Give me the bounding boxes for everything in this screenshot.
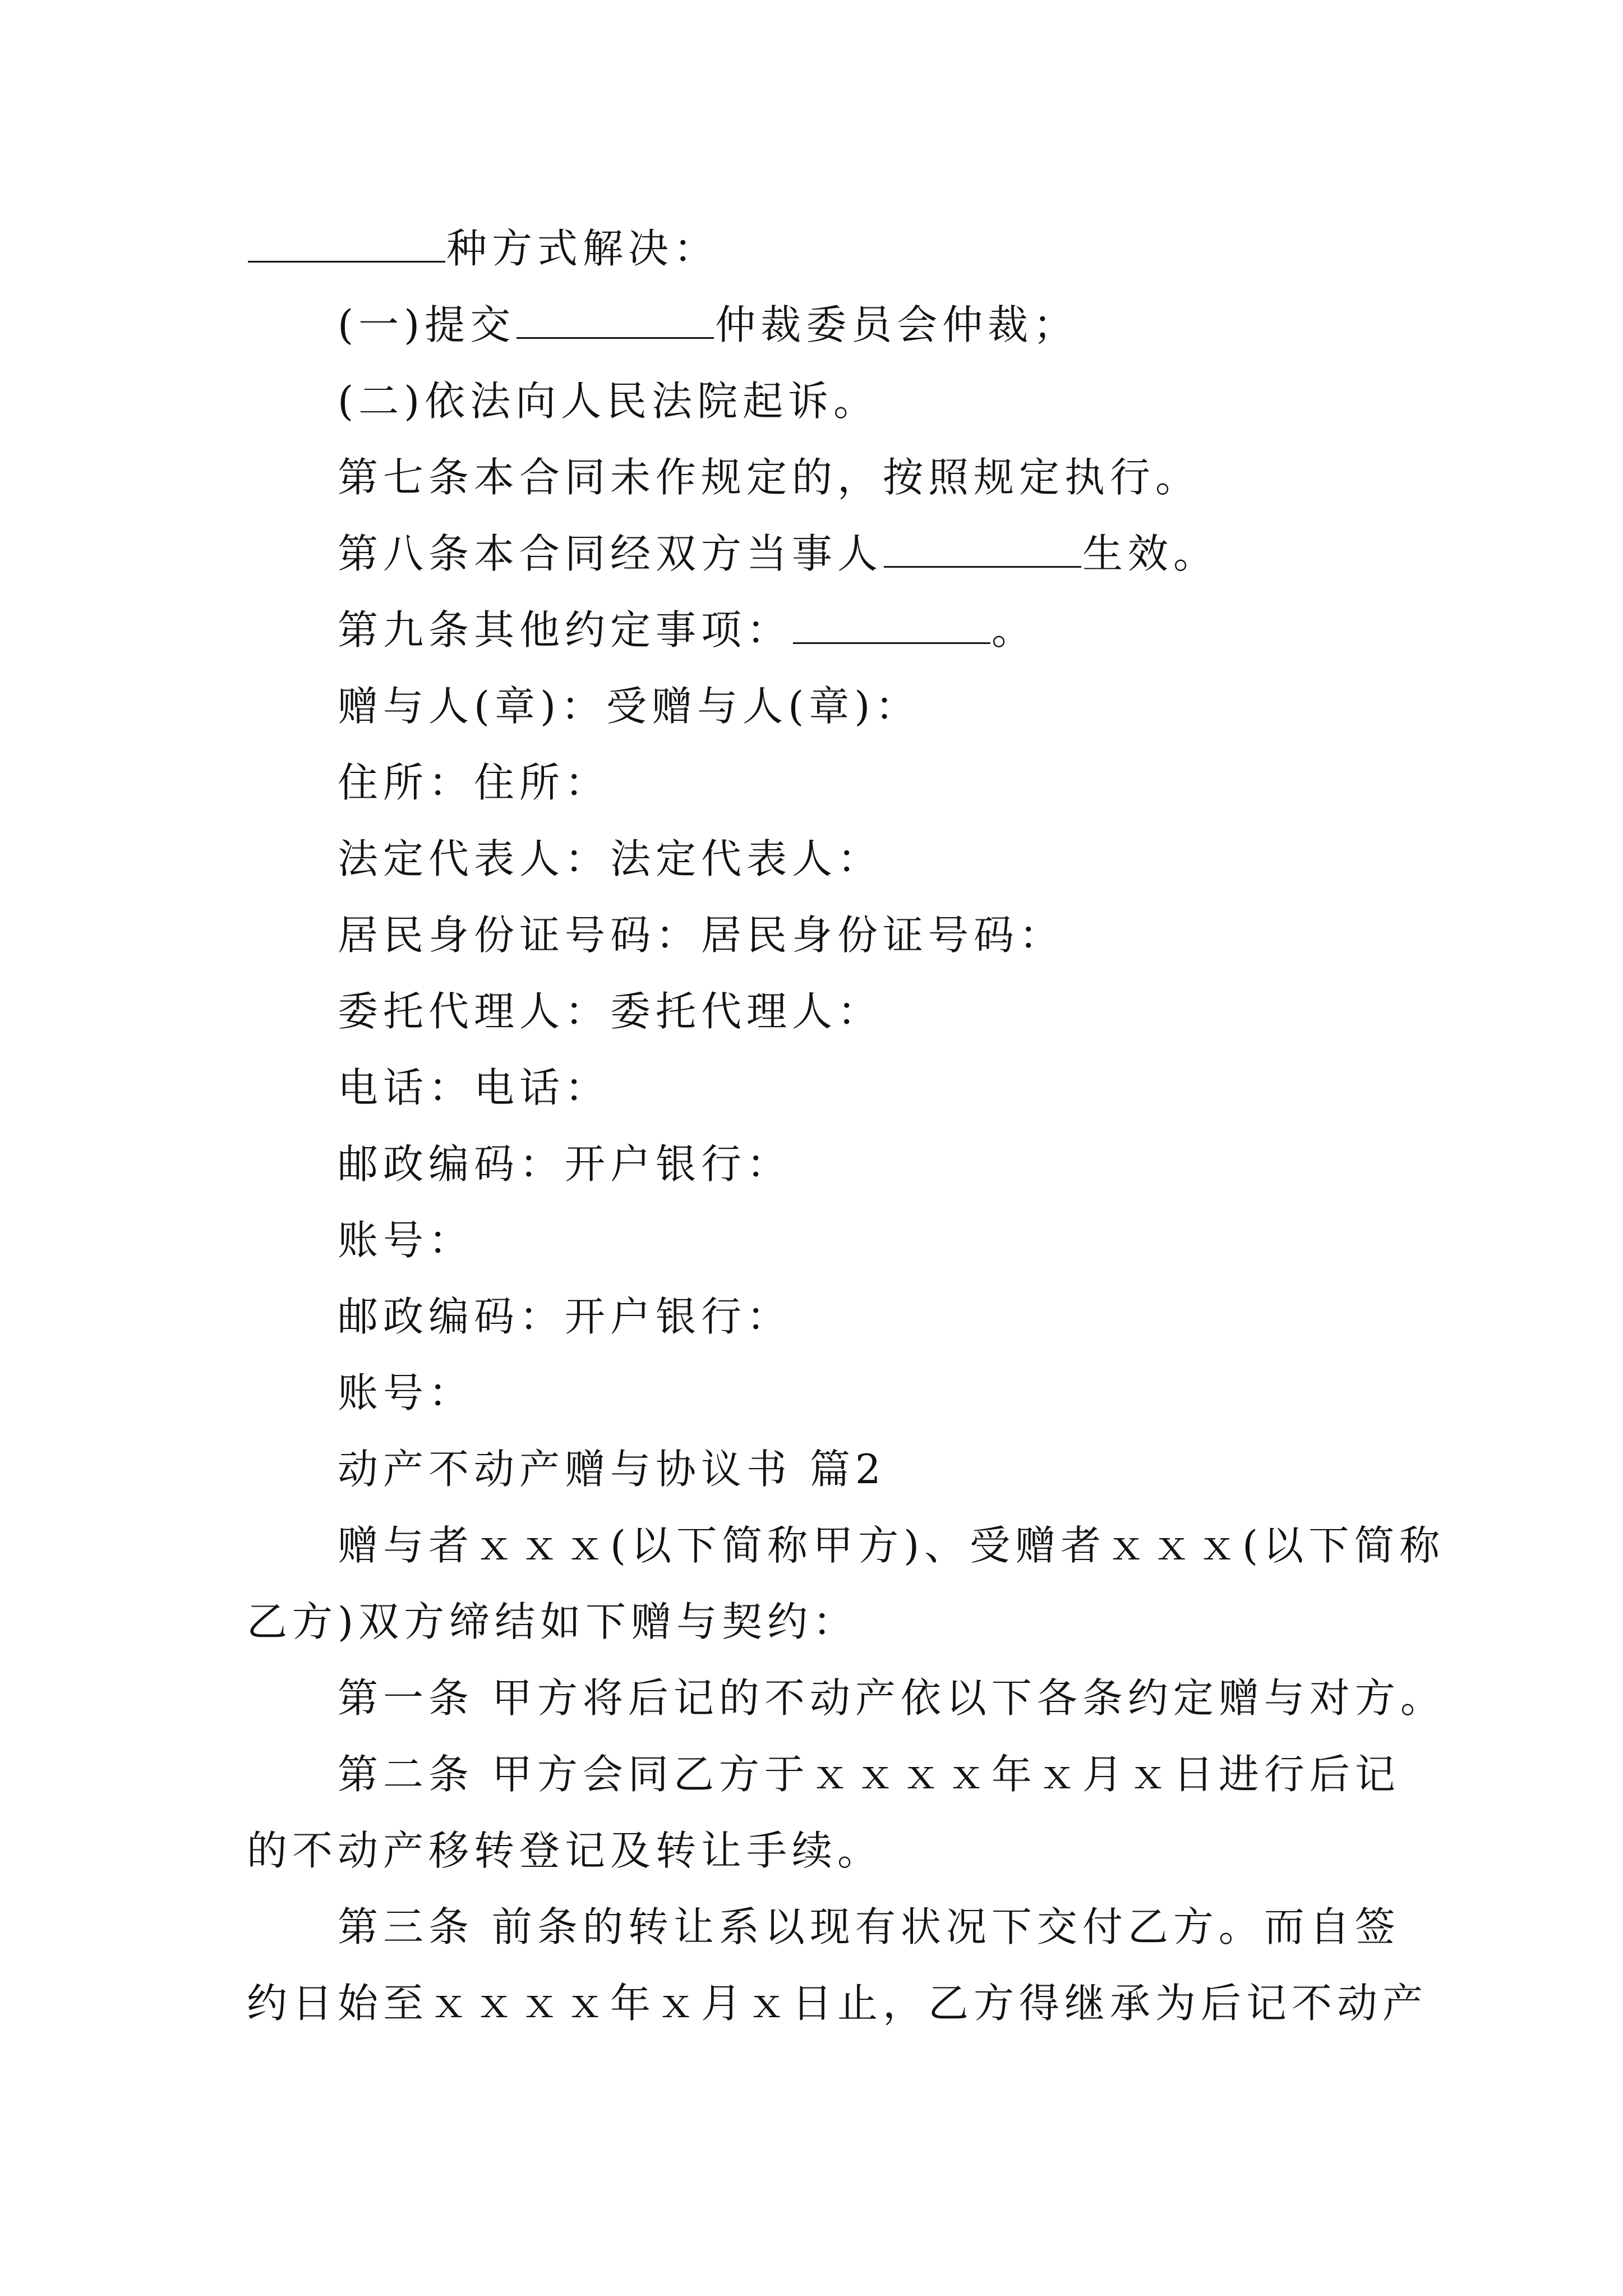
line-text: 第八条本合同经双方当事人: [338, 530, 883, 577]
document-line: [247, 1889, 1400, 1965]
document-line: [247, 1660, 1446, 1736]
line-text: 第三条 前条的转让系以现有状况下交付乙方。而自签: [338, 1903, 1400, 1950]
document-line: [247, 1965, 1428, 2041]
document-line: [247, 897, 1385, 973]
line-text: 法定代表人：法定代表人：: [338, 835, 883, 882]
document-line: [247, 287, 1385, 363]
line-text: 委托代理人：委托代理人：: [338, 988, 883, 1035]
line-text-after: 仲裁委员会仲裁；: [715, 301, 1079, 348]
line-text: 约日始至ｘｘｘｘ年ｘ月ｘ日止，乙方得继承为后记不动产: [247, 1980, 1428, 2027]
document-line: [247, 363, 1385, 439]
fill-in-blank: [793, 605, 990, 644]
document-line: [247, 1050, 1385, 1126]
line-text: 邮政编码：开户银行：: [338, 1140, 792, 1188]
line-text: 居民身份证号码：居民身份证号码：: [338, 912, 1065, 959]
document-line: [247, 1126, 1385, 1202]
line-text: (一)提交: [338, 301, 516, 348]
document-line: [247, 1431, 1385, 1507]
document-line: [247, 744, 1385, 821]
fill-in-blank: [517, 300, 714, 339]
document-line: [247, 1736, 1400, 1812]
document-body: [247, 210, 1446, 2041]
document-line: [247, 1278, 1385, 1355]
line-text: 第一条 甲方将后记的不动产依以下各条约定赠与对方。: [338, 1674, 1446, 1722]
line-text: 第二条 甲方会同乙方于ｘｘｘｘ年ｘ月ｘ日进行后记: [338, 1751, 1400, 1798]
line-text-after: 生效。: [1082, 530, 1219, 577]
document-line: [247, 516, 1385, 592]
fill-in-blank: [248, 224, 445, 263]
document-line: [247, 1202, 1385, 1278]
document-line: [247, 821, 1385, 897]
line-text-after: 。: [992, 606, 1038, 654]
line-text: 动产不动产赠与协议书 篇2: [338, 1446, 886, 1493]
document-line: [247, 1812, 1385, 1889]
line-text: 的不动产移转登记及转让手续。: [247, 1827, 883, 1874]
document-line: [247, 439, 1385, 516]
line-text: 账号：: [338, 1369, 474, 1416]
line-text: 邮政编码：开户银行：: [338, 1293, 792, 1340]
fill-in-blank: [884, 529, 1081, 568]
line-text: 住所：住所：: [338, 759, 611, 806]
line-text: 赠与人(章)：受赠与人(章)：: [338, 683, 921, 730]
line-text: 账号：: [338, 1217, 474, 1264]
line-text: 赠与者ｘｘｘ(以下简称甲方)、受赠者ｘｘｘ(以下简称: [338, 1522, 1445, 1569]
line-text: 乙方)双方缔结如下赠与契约：: [247, 1598, 859, 1645]
line-text-after: 种方式解决：: [446, 225, 720, 272]
document-line: [247, 210, 1385, 287]
document-line: [247, 1355, 1385, 1431]
document-line: [247, 1584, 1385, 1660]
line-text: (二)依法向人民法院起诉。: [338, 378, 879, 425]
line-text: 第九条其他约定事项：: [338, 606, 792, 654]
document-line: [247, 973, 1385, 1050]
line-text: 电话：电话：: [338, 1064, 611, 1111]
document-line: [247, 592, 1385, 668]
line-text: 第七条本合同未作规定的，按照规定执行。: [338, 454, 1201, 501]
document-line: [247, 668, 1385, 744]
document-line: [247, 1507, 1445, 1584]
